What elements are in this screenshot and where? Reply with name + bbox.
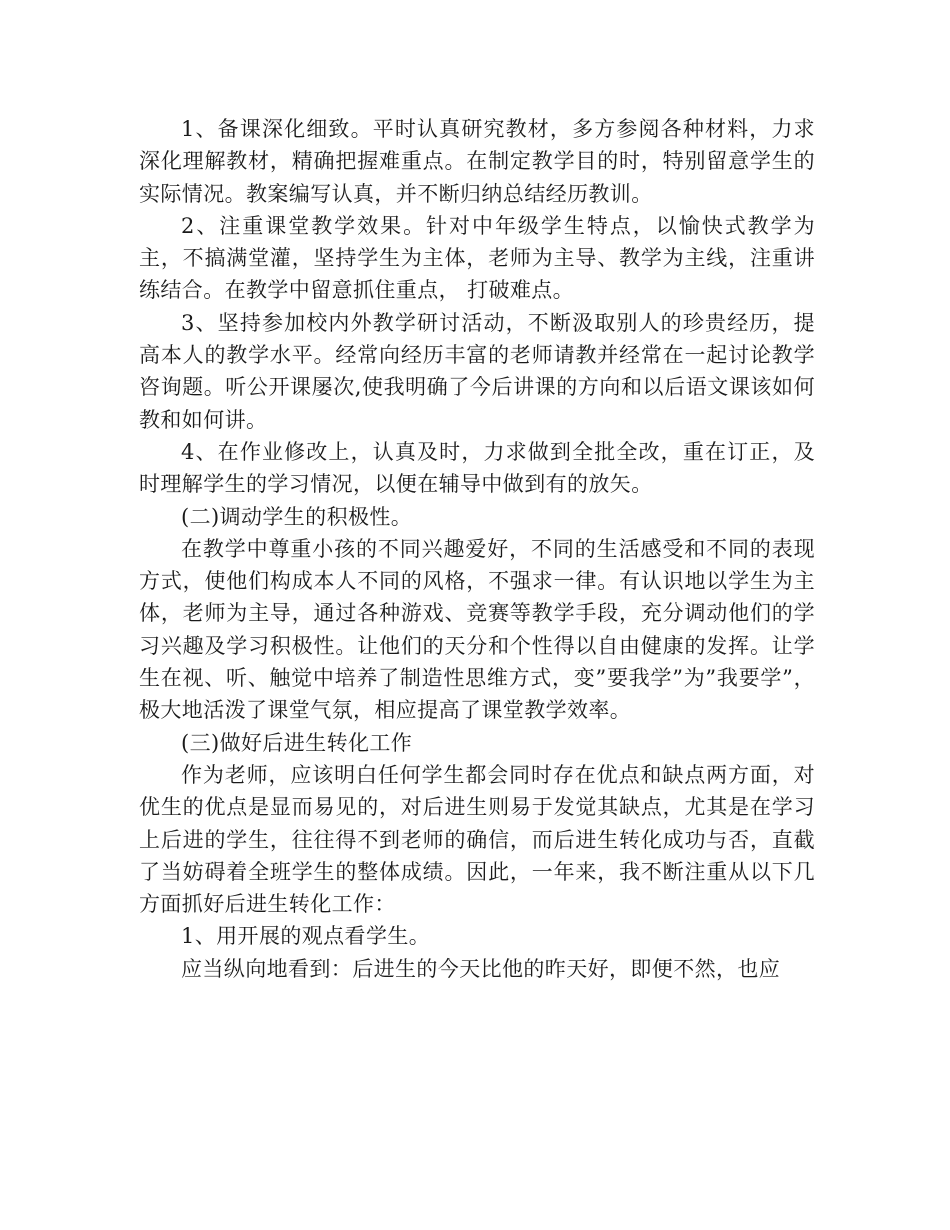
paragraph-homework-correction: 4、在作业修改上，认真及时，力求做到全批全改，重在订正，及时理解学生的学习情况，以便在辅导中做到有的放矢。 — [139, 439, 815, 497]
paragraph-motivation: 在教学中尊重小孩的不同兴趣爱好，不同的生活感受和不同的表现方式，使他们构成本人不同的风格，不强求一律。有认识地以学生为主体，老师为主导，通过各种游戏、竞赛等教学手段，充分调动他们的学习兴趣及学习积极性。让他们的天分和个性得以自由健康的发挥。让学生在视、听、触觉中培养了制造性思维方式，变”要我学”为”我要学”，极大地活泼了课堂气氛，相应提高了课堂教学效率。 — [139, 536, 815, 723]
paragraph-vertical-view: 应当纵向地看到：后进生的今天比他的昨天好，即便不然，也应 — [181, 956, 781, 981]
section-heading-motivation: (二)调动学生的积极性。 — [181, 504, 413, 529]
paragraph-teaching-research: 3、坚持参加校内外教学研讨活动，不断汲取别人的珍贵经历，提高本人的教学水平。经常向经历丰富的老师请教并经常在一起讨论教学咨询题。听公开课屡次,使我明确了今后讲课的方向和以后语文课该如何教和如何讲。 — [139, 310, 815, 432]
document-body — [139, 113, 815, 985]
section-heading-underachievers: (三)做好后进生转化工作 — [181, 730, 413, 755]
subheading-development-view: 1、用开展的观点看学生。 — [181, 924, 431, 949]
paragraph-classroom-effect: 2、注重课堂教学效果。针对中年级学生特点，以愉快式教学为主，不搞满堂灌，坚持学生为主体，老师为主导、教学为主线，注重讲练结合。在教学中留意抓住重点， 打破难点。 — [139, 213, 815, 303]
paragraph-lesson-prep: 1、备课深化细致。平时认真研究教材，多方参阅各种材料，力求深化理解教材，精确把握难重点。在制定教学目的时，特别留意学生的实际情况。教案编写认真，并不断归纳总结经历教训。 — [139, 117, 815, 206]
paragraph-underachievers: 作为老师，应该明白任何学生都会同时存在优点和缺点两方面，对优生的优点是显而易见的，对后进生则易于发觉其缺点，尤其是在学习上后进的学生，往往得不到老师的确信，而后进生转化成功与否，直截了当妨碍着全班学生的整体成绩。因此，一年来，我不断注重从以下几方面抓好后进生转化工作： — [139, 762, 815, 917]
